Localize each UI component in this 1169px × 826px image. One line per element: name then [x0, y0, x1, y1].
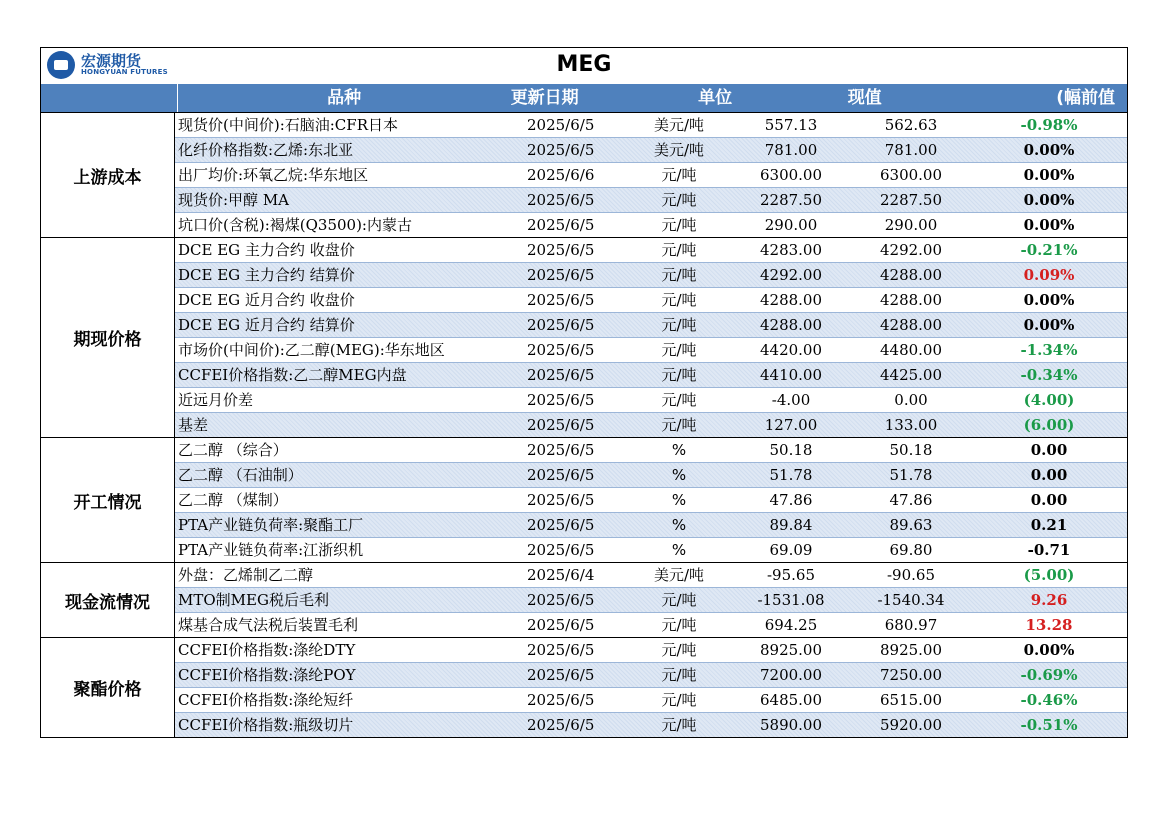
unit: 元/吨 — [661, 591, 697, 609]
update-date: 2025/6/5 — [527, 516, 595, 534]
unit: 元/吨 — [661, 341, 697, 359]
previous-value: 2287.50 — [879, 191, 943, 209]
change-value: 0.09% — [1023, 266, 1075, 284]
indicator-name: 煤基合成气法税后装置毛利 — [178, 616, 359, 634]
table-row — [175, 188, 1127, 213]
indicator-name: 乙二醇 （综合） — [178, 441, 288, 459]
unit: 元/吨 — [661, 416, 697, 434]
page-title: MEG — [556, 52, 612, 77]
update-date: 2025/6/5 — [527, 216, 595, 234]
indicator-name: PTA产业链负荷率:聚酯工厂 — [178, 516, 364, 534]
change-value: (6.00) — [1023, 416, 1075, 434]
indicator-name: DCE EG 近月合约 结算价 — [178, 316, 355, 334]
row-group — [40, 437, 1128, 562]
indicator-name: PTA产业链负荷率:江浙织机 — [178, 541, 364, 559]
current-value: 4288.00 — [759, 316, 823, 334]
previous-value: 133.00 — [884, 416, 938, 434]
indicator-name: 出厂均价:环氧乙烷:华东地区 — [178, 166, 369, 184]
change-value: 9.26 — [1030, 591, 1068, 609]
table-row — [175, 413, 1127, 437]
previous-value: -90.65 — [886, 566, 935, 584]
category-label: 现金流情况 — [41, 563, 175, 637]
indicator-name: 基差 — [178, 416, 209, 434]
unit: % — [671, 466, 687, 484]
update-date: 2025/6/5 — [527, 316, 595, 334]
previous-value: 50.18 — [889, 441, 933, 459]
unit: % — [671, 491, 687, 509]
unit: % — [671, 441, 687, 459]
unit: 美元/吨 — [653, 116, 705, 134]
header-name: 品种 — [327, 88, 362, 108]
change-value: -0.98% — [1020, 116, 1078, 134]
update-date: 2025/6/6 — [527, 166, 595, 184]
current-value: 47.86 — [769, 491, 813, 509]
previous-value: 6515.00 — [879, 691, 943, 709]
current-value: 51.78 — [769, 466, 813, 484]
indicator-name: 现货价:甲醇 MA — [178, 191, 290, 209]
unit: 元/吨 — [661, 166, 697, 184]
change-value: 0.21 — [1030, 516, 1068, 534]
header-change: (幅前值 — [1056, 88, 1115, 108]
table-row — [175, 613, 1127, 637]
previous-value: 4288.00 — [879, 316, 943, 334]
previous-value: 6300.00 — [879, 166, 943, 184]
indicator-name: DCE EG 主力合约 结算价 — [178, 266, 355, 284]
update-date: 2025/6/5 — [527, 116, 595, 134]
table-row — [175, 588, 1127, 613]
indicator-name: 现货价(中间价):石脑油:CFR日本 — [178, 116, 398, 134]
indicator-name: DCE EG 近月合约 收盘价 — [178, 291, 355, 309]
table-row — [175, 238, 1127, 263]
unit: 元/吨 — [661, 716, 697, 734]
row-group — [40, 112, 1128, 237]
indicator-name: 化纤价格指数:乙烯:东北亚 — [178, 141, 354, 159]
change-value: 0.00% — [1023, 216, 1075, 234]
unit: 元/吨 — [661, 216, 697, 234]
unit: 元/吨 — [661, 266, 697, 284]
change-value: -1.34% — [1020, 341, 1078, 359]
current-value: 557.13 — [764, 116, 818, 134]
update-date: 2025/6/5 — [527, 391, 595, 409]
previous-value: 290.00 — [884, 216, 938, 234]
previous-value: 4480.00 — [879, 341, 943, 359]
unit: 元/吨 — [661, 641, 697, 659]
category-label: 上游成本 — [41, 113, 175, 237]
previous-value: 4425.00 — [879, 366, 943, 384]
previous-value: 4292.00 — [879, 241, 943, 259]
current-value: 290.00 — [764, 216, 818, 234]
row-group — [40, 562, 1128, 637]
table-row — [175, 463, 1127, 488]
table-row — [175, 713, 1127, 737]
indicator-name: 坑口价(含税):褐煤(Q3500):内蒙古 — [178, 216, 412, 234]
table-row — [175, 113, 1127, 138]
unit: 元/吨 — [661, 291, 697, 309]
previous-value: 0.00 — [894, 391, 928, 409]
update-date: 2025/6/5 — [527, 466, 595, 484]
table-body — [40, 112, 1128, 738]
update-date: 2025/6/5 — [527, 366, 595, 384]
table-row — [175, 288, 1127, 313]
update-date: 2025/6/5 — [527, 591, 595, 609]
unit: 元/吨 — [661, 691, 697, 709]
update-date: 2025/6/5 — [527, 666, 595, 684]
current-value: 6300.00 — [759, 166, 823, 184]
update-date: 2025/6/5 — [527, 291, 595, 309]
unit: 元/吨 — [661, 391, 697, 409]
current-value: 4410.00 — [759, 366, 823, 384]
previous-value: -1540.34 — [877, 591, 945, 609]
row-group — [40, 237, 1128, 437]
category-label: 期现价格 — [41, 238, 175, 437]
update-date: 2025/6/4 — [527, 566, 595, 584]
table-header — [40, 84, 1128, 112]
indicator-name: DCE EG 主力合约 收盘价 — [178, 241, 355, 259]
change-value: -0.71 — [1027, 541, 1071, 559]
current-value: -1531.08 — [757, 591, 825, 609]
change-value: (4.00) — [1023, 391, 1075, 409]
table-row — [175, 363, 1127, 388]
indicator-name: 市场价(中间价):乙二醇(MEG):华东地区 — [178, 341, 445, 359]
update-date: 2025/6/5 — [527, 341, 595, 359]
brand-name-en: HONGYUAN FUTURES — [81, 68, 168, 76]
previous-value: 89.63 — [889, 516, 933, 534]
update-date: 2025/6/5 — [527, 616, 595, 634]
previous-value: 51.78 — [889, 466, 933, 484]
update-date: 2025/6/5 — [527, 716, 595, 734]
table-row — [175, 563, 1127, 588]
current-value: 2287.50 — [759, 191, 823, 209]
indicator-name: MTO制MEG税后毛利 — [178, 591, 329, 609]
update-date: 2025/6/5 — [527, 416, 595, 434]
table-row — [175, 313, 1127, 338]
update-date: 2025/6/5 — [527, 191, 595, 209]
previous-value: 4288.00 — [879, 266, 943, 284]
row-group — [40, 637, 1128, 738]
indicator-name: CCFEI价格指数:瓶级切片 — [178, 716, 354, 734]
indicator-name: 外盘：乙烯制乙二醇 — [178, 566, 314, 584]
previous-value: 4288.00 — [879, 291, 943, 309]
unit: 美元/吨 — [653, 141, 705, 159]
update-date: 2025/6/5 — [527, 241, 595, 259]
change-value: -0.69% — [1020, 666, 1078, 684]
table-row — [175, 663, 1127, 688]
indicator-name: CCFEI价格指数:涤纶DTY — [178, 641, 356, 659]
current-value: 5890.00 — [759, 716, 823, 734]
update-date: 2025/6/5 — [527, 641, 595, 659]
table-row — [175, 488, 1127, 513]
current-value: 8925.00 — [759, 641, 823, 659]
indicator-name: CCFEI价格指数:涤纶POY — [178, 666, 356, 684]
unit: % — [671, 516, 687, 534]
meg-sheet — [40, 47, 1128, 738]
table-row — [175, 338, 1127, 363]
change-value: 0.00% — [1023, 316, 1075, 334]
update-date: 2025/6/5 — [527, 441, 595, 459]
header-category — [41, 84, 178, 112]
change-value: 13.28 — [1025, 616, 1073, 634]
current-value: 127.00 — [764, 416, 818, 434]
previous-value: 47.86 — [889, 491, 933, 509]
table-row — [175, 388, 1127, 413]
update-date: 2025/6/5 — [527, 141, 595, 159]
current-value: 4288.00 — [759, 291, 823, 309]
category-label: 聚酯价格 — [41, 638, 175, 737]
table-row — [175, 163, 1127, 188]
current-value: 694.25 — [764, 616, 818, 634]
header-date: 更新日期 — [510, 88, 579, 108]
unit: 元/吨 — [661, 241, 697, 259]
update-date: 2025/6/5 — [527, 691, 595, 709]
change-value: 0.00% — [1023, 166, 1075, 184]
indicator-name: 乙二醇 （煤制） — [178, 491, 288, 509]
brand-name-cn: 宏源期货 — [81, 52, 142, 70]
current-value: 69.09 — [769, 541, 813, 559]
current-value: -95.65 — [766, 566, 815, 584]
table-row — [175, 538, 1127, 562]
previous-value: 69.80 — [889, 541, 933, 559]
previous-value: 8925.00 — [879, 641, 943, 659]
current-value: 6485.00 — [759, 691, 823, 709]
previous-value: 5920.00 — [879, 716, 943, 734]
change-value: 0.00% — [1023, 641, 1075, 659]
indicator-name: CCFEI价格指数:涤纶短纤 — [178, 691, 354, 709]
update-date: 2025/6/5 — [527, 491, 595, 509]
current-value: 4420.00 — [759, 341, 823, 359]
unit: 元/吨 — [661, 616, 697, 634]
header-value: 现值 — [847, 88, 882, 108]
table-row — [175, 438, 1127, 463]
change-value: -0.21% — [1020, 241, 1078, 259]
previous-value: 680.97 — [884, 616, 938, 634]
unit: 元/吨 — [661, 191, 697, 209]
change-value: 0.00% — [1023, 191, 1075, 209]
change-value: 0.00% — [1023, 141, 1075, 159]
unit: 美元/吨 — [653, 566, 705, 584]
change-value: -0.51% — [1020, 716, 1078, 734]
unit: 元/吨 — [661, 366, 697, 384]
header-unit: 单位 — [698, 88, 733, 108]
previous-value: 7250.00 — [879, 666, 943, 684]
category-label: 开工情况 — [41, 438, 175, 562]
table-row — [175, 513, 1127, 538]
table-row — [175, 138, 1127, 163]
current-value: 89.84 — [769, 516, 813, 534]
previous-value: 562.63 — [884, 116, 938, 134]
update-date: 2025/6/5 — [527, 266, 595, 284]
table-row — [175, 263, 1127, 288]
change-value: (5.00) — [1023, 566, 1075, 584]
change-value: 0.00 — [1030, 466, 1068, 484]
indicator-name: CCFEI价格指数:乙二醇MEG内盘 — [178, 366, 407, 384]
current-value: 50.18 — [769, 441, 813, 459]
indicator-name: 乙二醇 （石油制） — [178, 466, 303, 484]
current-value: 4292.00 — [759, 266, 823, 284]
change-value: 0.00 — [1030, 491, 1068, 509]
current-value: -4.00 — [771, 391, 811, 409]
change-value: 0.00 — [1030, 441, 1068, 459]
unit: % — [671, 541, 687, 559]
update-date: 2025/6/5 — [527, 541, 595, 559]
indicator-name: 近远月价差 — [178, 391, 254, 409]
table-row — [175, 638, 1127, 663]
title-row — [40, 47, 1128, 84]
current-value: 781.00 — [764, 141, 818, 159]
current-value: 7200.00 — [759, 666, 823, 684]
table-row — [175, 213, 1127, 237]
change-value: -0.34% — [1020, 366, 1078, 384]
unit: 元/吨 — [661, 666, 697, 684]
current-value: 4283.00 — [759, 241, 823, 259]
change-value: 0.00% — [1023, 291, 1075, 309]
table-row — [175, 688, 1127, 713]
previous-value: 781.00 — [884, 141, 938, 159]
unit: 元/吨 — [661, 316, 697, 334]
change-value: -0.46% — [1020, 691, 1078, 709]
